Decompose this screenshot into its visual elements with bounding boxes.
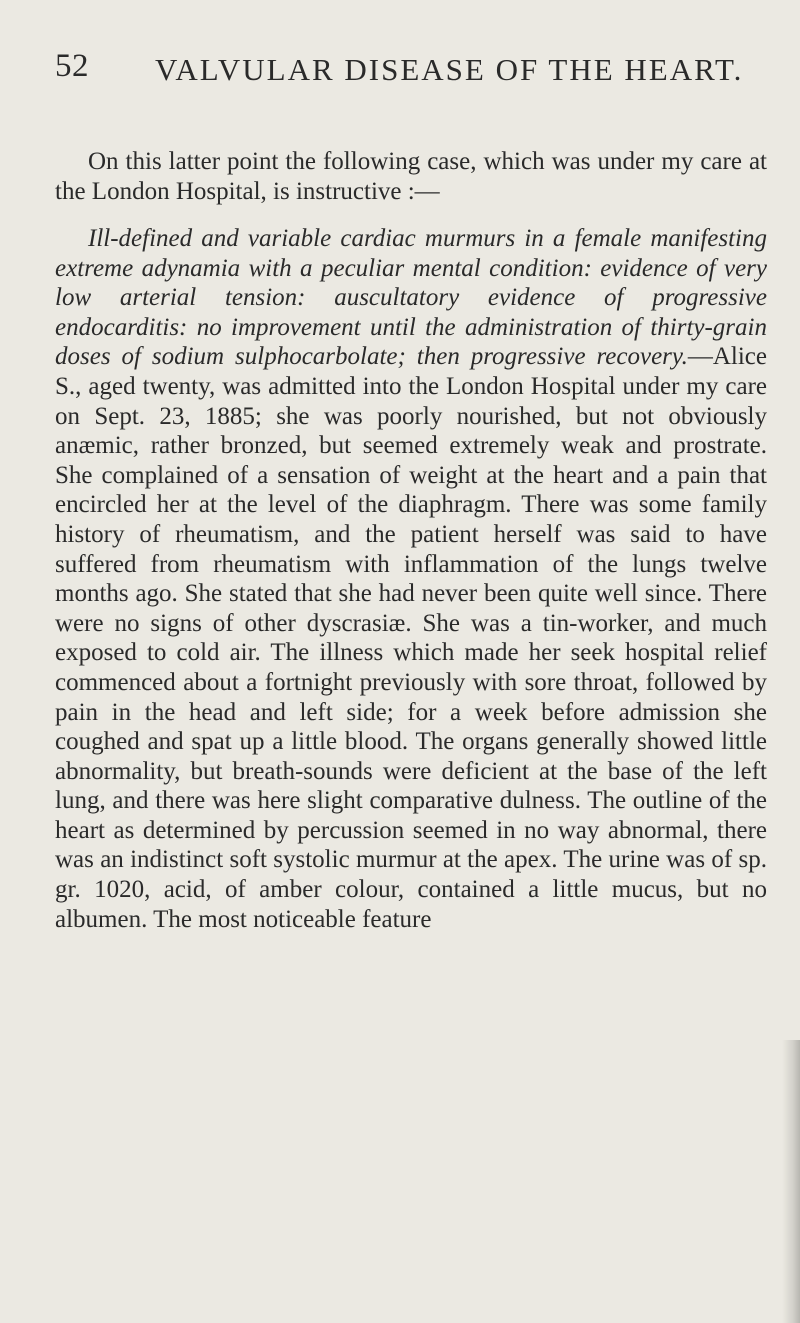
running-head <box>55 48 760 98</box>
running-title: VALVULAR DISEASE OF THE HEART. <box>155 52 744 87</box>
case-title: Ill-defined and variable cardiac murmurs in a female manifesting extreme adynamia with a peculiar mental condition: evidence of very low arterial tension: auscultatory evidence of progressive endocarditis: no improvement until the administration of thirty-grain doses of sodium sulphocarbolate; then progressive recovery. <box>55 225 767 371</box>
intro-paragraph: On this latter point the following case, which was under my care at the London Hospital, is instructive :— <box>55 148 767 205</box>
page-edge-shadow <box>782 1040 800 1323</box>
page-number: 52 <box>55 48 89 84</box>
case-paragraph <box>55 224 767 934</box>
case-text: —Alice S., aged twenty, was admitted into the London Hospital under my care on Sept. 23, 1885; she was poorly nourished, but not obviously anæmic, rather bronzed, but seemed extremely weak and prostrate. She complained of a sensation of weight at the heart and a pain that encircled her at the level of the diaphragm. There was some family history of rheumatism, and the patient herself was said to have suffered from rheumatism with inflammation of the lungs twelve months ago. She stated that she had never been quite well since. There were no signs of other dyscrasiæ. She was a tin-worker, and much exposed to cold air. The illness which made her seek hospital relief commenced about a fortnight previously with sore throat, followed by pain in the head and left side; for a week before admission she coughed and spat up a little blood. The organs generally showed little abnormality, but breath-sounds were deficient at the base of the left lung, and there was here slight comparative dulness. The outline of the heart as determined by percussion seemed in no way abnormal, there was an indistinct soft systolic murmur at the apex. The urine was of sp. gr. 1020, acid, of amber colour, contained a little mucus, but no albumen. The most noticeable feature <box>55 343 767 933</box>
